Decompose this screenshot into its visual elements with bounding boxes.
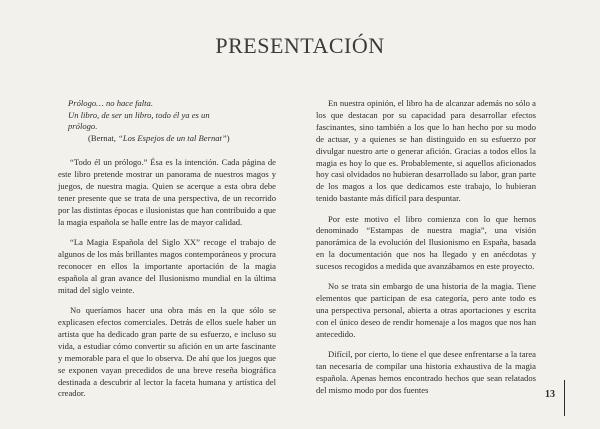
epigraph-line: Prólogo… no hace falta. (68, 98, 153, 108)
epigraph-line: Un libro, de ser un libro, todo él ya es un (68, 109, 210, 120)
body-paragraph: No queríamos hacer una obra más en la que sólo se explicasen efectos comerciales. Detrás de ellos suele haber un artista que ha dedicado gran parte de su esfuerzo, e incluso su vida, a estudiar cómo convertir su afición en un arte fascinante y memorable para el que lo observa. De ahí que los juegos que se exponen vayan precedidos de una breve reseña biográfica destinada a descubrir al lector la faceta humana y artística del creador. (58, 305, 276, 399)
body-paragraph: “Todo él un prólogo.” Ésa es la intención. Cada página de este libro pretende mostrar un panorama de nuestros magos y juegos, de nuestra magia. Quien se acerque a esta obra debe tener presente que se trata de una perspectiva, de un recorrido por las distintas épocas e ilusionistas que han contribuido a que la magia española se halle entre las de mayor calidad. (58, 157, 276, 227)
body-paragraph: “La Magia Española del Siglo XX” recoge el trabajo de algunos de los más brillantes magos contemporáneos y procura reconocer en ellos la importante aportación de la magia española al gran avance del Ilusionismo mundial en la última mitad del siglo veinte. (58, 237, 276, 295)
epigraph-source-suffix: ) (226, 132, 230, 143)
page-edge-marker (564, 380, 565, 416)
epigraph-source-prefix: (Bernat, (88, 132, 119, 143)
page-number: 13 (545, 389, 555, 400)
epigraph (68, 98, 276, 144)
left-column (58, 98, 276, 409)
body-paragraph: Difícil, por cierto, lo tiene el que desee enfrentarse a la tarea tan necesaria de compilar una historia exhaustiva de la magia española. Apenas hemos encontrado hechos que sean relatados del mismo modo por dos fuentes (316, 349, 536, 396)
epigraph-source-title: “Los Espejos de un tal Bernat” (118, 132, 227, 143)
epigraph-line: prólogo. (68, 121, 98, 132)
right-column (316, 98, 536, 405)
body-paragraph: No se trata sin embargo de una historia de la magia. Tiene elementos que participan de esa categoría, pero ante todo es una perspectiva personal, abierta a otras aportaciones y escrita con el único deseo de rendir homenaje a los magos que nos han antecedido. (316, 281, 536, 340)
epigraph-source (68, 133, 276, 145)
body-paragraph: Por este motivo el libro comienza con lo que hemos denominado “Estampas de nuestra magia”, una visión panorámica de la evolución del Ilusionismo en España, basada en la documentación que nos ha llegado y en anécdotas y sucesos recogidos a medida que avanzábamos en este proyecto. (316, 213, 536, 272)
page-title: PRESENTACIÓN (215, 33, 385, 58)
body-paragraph: En nuestra opinión, el libro ha de alcanzar además no sólo a los que destacan por su capacidad para desarrollar efectos fascinantes, sino también a los que lo han hecho por su modo de actuar, y a quienes se han distinguido en su esfuerzo por divulgar nuestro arte o generar afición. Gracias a todos ellos la magia es hoy lo que es. Probablemente, si aquellos aficionados hoy casi olvidados no hubieran desarrollado su labor, gran parte de los magos a los que dedicamos este trabajo, lo hubieran tenido bastante más difícil para despuntar. (316, 98, 536, 204)
